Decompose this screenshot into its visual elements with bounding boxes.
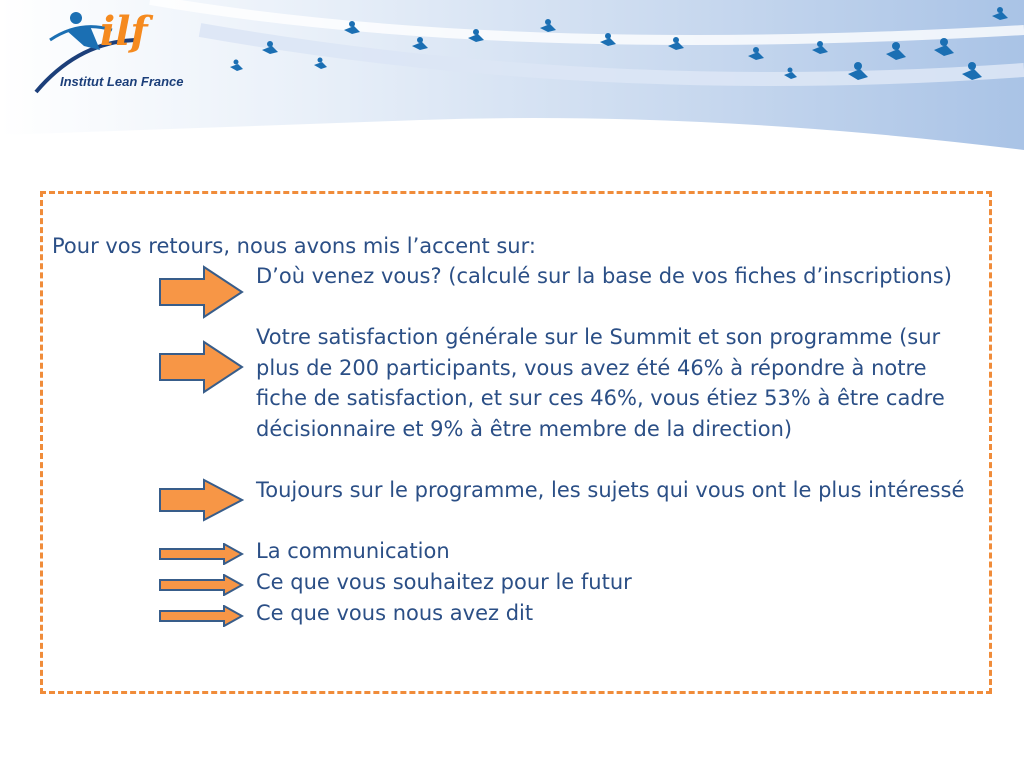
list-item-satisfaction: Votre satisfaction générale sur le Summit et son programme (sur plus de 200 participants, vous avez été 46% à répondre à notre fiche de satisfaction, et sur ces 46%, vous étiez 53% à être cadre décisionnaire et 9% à être membre de la direction) xyxy=(256,325,945,441)
list-item-program-topics: Toujours sur le programme, les sujets qui vous ont le plus intéressé xyxy=(256,478,965,502)
arrow-right-icon xyxy=(158,478,244,522)
list-item-origin: D’où venez vous? (calculé sur la base de vos fiches d’inscriptions) xyxy=(256,264,952,288)
arrow-right-icon xyxy=(158,605,244,627)
intro-text: Pour vos retours, nous avons mis l’accent sur: xyxy=(52,234,536,258)
arrow-right-icon xyxy=(158,265,244,319)
list-item-future-wishes: Ce que vous souhaitez pour le futur xyxy=(256,570,632,594)
list-item-communication: La communication xyxy=(256,539,450,563)
arrow-right-icon xyxy=(158,543,244,565)
logo-subtitle: Institut Lean France xyxy=(60,74,184,89)
header-banner xyxy=(0,0,1024,150)
logo-mark: ilf xyxy=(100,8,148,55)
arrow-right-icon xyxy=(158,574,244,596)
arrow-right-icon xyxy=(158,340,244,394)
list-item-feedback: Ce que vous nous avez dit xyxy=(256,601,534,625)
